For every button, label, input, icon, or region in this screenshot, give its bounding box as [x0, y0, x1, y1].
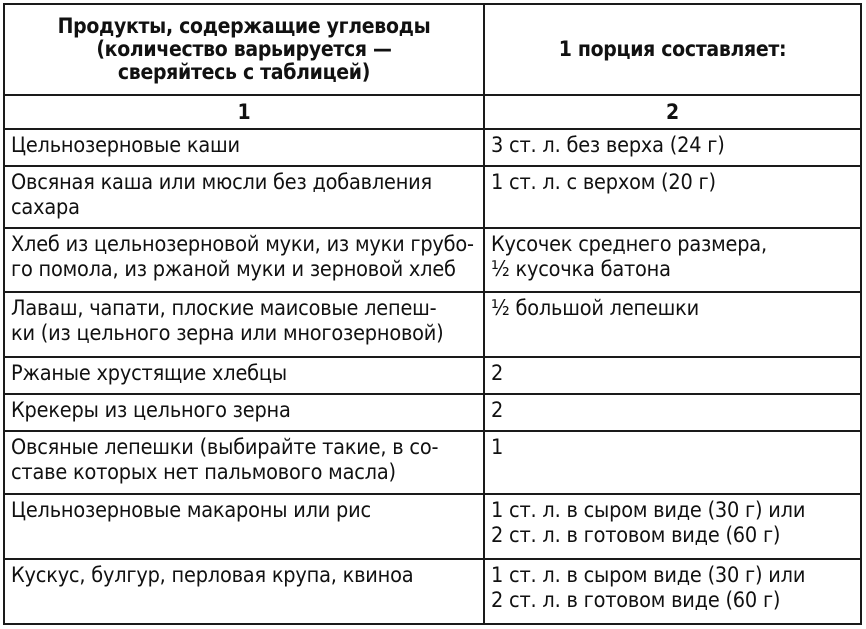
table-row	[4, 292, 861, 357]
portion-cell: 3 ст. л. без верха (24 г)	[484, 129, 861, 166]
product-cell: Хлеб из цельнозерновой муки, из муки грубо- го помола, из ржаной муки и зерновой хлеб	[4, 228, 484, 292]
portion-cell: ½ большой лепешки	[484, 292, 861, 357]
portion-cell: Кусочек среднего размера, ½ кусочка батона	[484, 228, 861, 292]
product-cell: Цельнозерновые макароны или рис	[4, 494, 484, 559]
portion-cell: 2	[484, 394, 861, 431]
product-cell: Овсяная каша или мюсли без добавления сахара	[4, 166, 484, 228]
header-portion: 1 порция составляет:	[484, 4, 861, 95]
product-cell: Крекеры из цельного зерна	[4, 394, 484, 431]
table-row	[4, 166, 861, 228]
table-row	[4, 494, 861, 559]
product-cell: Кускус, булгур, перловая крупа, квиноа	[4, 559, 484, 624]
table-row	[4, 357, 861, 394]
product-cell: Лаваш, чапати, плоские маисовые лепеш- ки (из цельного зерна или многозерновой)	[4, 292, 484, 357]
table-row	[4, 559, 861, 624]
product-cell: Ржаные хрустящие хлебцы	[4, 357, 484, 394]
product-cell: Овсяные лепешки (выбирайте такие, в со- ставе которых нет пальмового масла)	[4, 431, 484, 494]
table-row	[4, 129, 861, 166]
portion-cell: 1 ст. л. с верхом (20 г)	[484, 166, 861, 228]
carbohydrate-portion-table	[3, 3, 862, 625]
portion-cell: 1	[484, 431, 861, 494]
table-row	[4, 228, 861, 292]
table-row	[4, 394, 861, 431]
table-row	[4, 431, 861, 494]
product-cell: Цельнозерновые каши	[4, 129, 484, 166]
header-products: Продукты, содержащие углеводы (количество варьируется — сверяйтесь с таблицей)	[4, 4, 484, 95]
portion-cell: 2	[484, 357, 861, 394]
column-number-1: 1	[4, 95, 484, 128]
column-number-row	[4, 95, 861, 128]
table-header-row	[4, 4, 861, 95]
portion-cell: 1 ст. л. в сыром виде (30 г) или 2 ст. л. в готовом виде (60 г)	[484, 559, 861, 624]
portion-cell: 1 ст. л. в сыром виде (30 г) или 2 ст. л. в готовом виде (60 г)	[484, 494, 861, 559]
column-number-2: 2	[484, 95, 861, 128]
